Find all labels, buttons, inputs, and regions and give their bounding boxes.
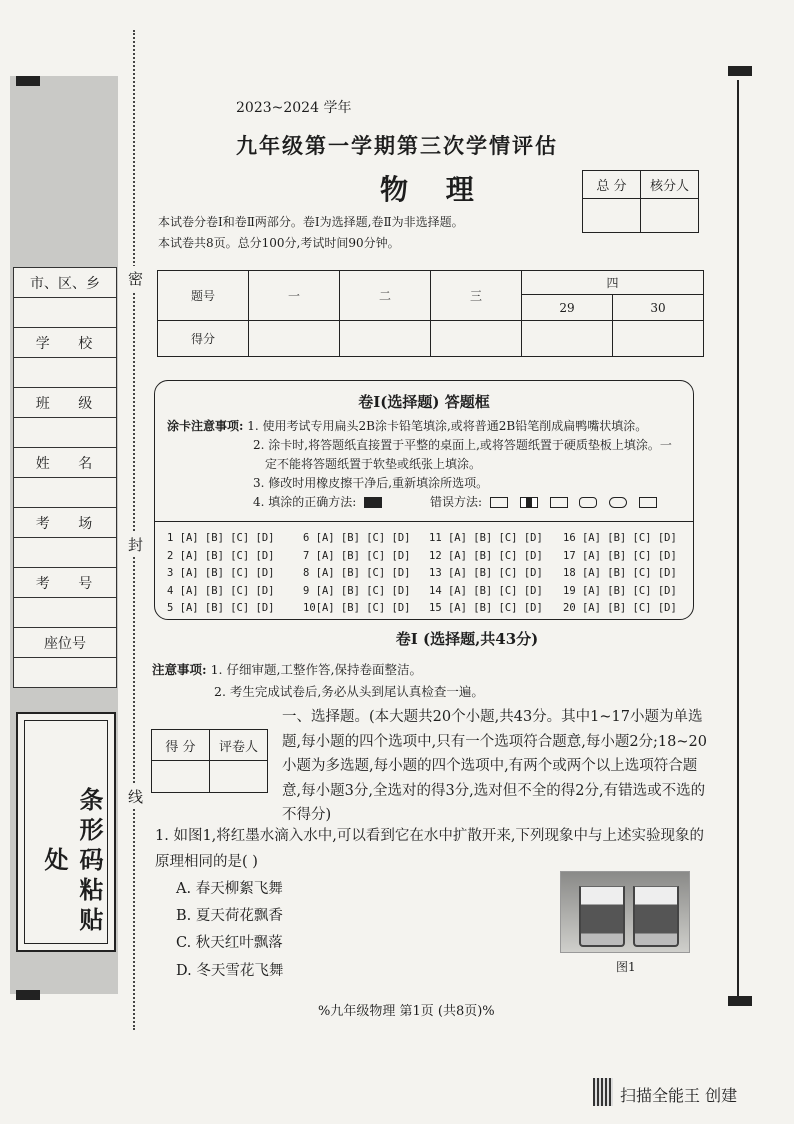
intro-line: 本试卷分卷Ⅰ和卷Ⅱ两部分。卷Ⅰ为选择题,卷Ⅱ为非选择题。 xyxy=(158,215,464,229)
checker-label: 核分人 xyxy=(641,171,699,199)
bubble-row[interactable]: 14 [A] [B] [C] [D] xyxy=(429,584,543,597)
field-school-input[interactable] xyxy=(14,358,117,388)
glass-icon xyxy=(633,886,679,947)
bubble-row[interactable]: 19 [A] [B] [C] [D] xyxy=(563,584,677,597)
field-exam-number-input[interactable] xyxy=(14,598,117,628)
bubble-row[interactable]: 1 [A] [B] [C] [D] xyxy=(167,532,275,544)
note-line: 3. 修改时用橡皮擦干净后,重新填涂所选项。 xyxy=(253,476,489,490)
bubble-row[interactable]: 3 [A] [B] [C] [D] xyxy=(167,567,275,579)
registration-mark xyxy=(16,990,40,1000)
row-label-score: 得分 xyxy=(158,321,249,357)
score-cell[interactable] xyxy=(522,321,613,357)
bubble-row[interactable]: 11 [A] [B] [C] [D] xyxy=(429,532,543,544)
intro-line: 本试卷共8页。总分100分,考试时间90分钟。 xyxy=(158,236,400,250)
field-seat: 座位号 xyxy=(14,628,117,658)
score-cell[interactable] xyxy=(249,321,340,357)
score-cell[interactable] xyxy=(340,321,431,357)
wrong-method-label: 错误方法: xyxy=(429,495,483,509)
checker-cell[interactable] xyxy=(641,199,699,233)
score-cell[interactable] xyxy=(613,321,704,357)
total-score-box xyxy=(582,170,699,233)
wrong-check-icon xyxy=(490,497,508,508)
field-region-input[interactable] xyxy=(14,298,117,328)
answer-card-notes xyxy=(167,417,672,512)
right-border-line xyxy=(737,80,739,1000)
bubble-row[interactable]: 6 [A] [B] [C] [D] xyxy=(303,532,411,544)
field-class: 班 级 xyxy=(14,388,117,418)
grade-table xyxy=(157,270,704,357)
grader-cell[interactable] xyxy=(210,761,268,793)
wrong-circle-icon xyxy=(609,497,627,508)
wrong-slash-icon xyxy=(639,497,657,508)
question-1: 1. 如图1,将红墨水滴入水中,可以看到它在水中扩散开来,下列现象中与上述实验现象的原理相同的是( ) xyxy=(155,828,704,870)
score-label: 得 分 xyxy=(152,730,210,761)
notes-head: 涂卡注意事项: xyxy=(167,419,244,433)
total-score-cell[interactable] xyxy=(583,199,641,233)
bubble-row[interactable]: 13 [A] [B] [C] [D] xyxy=(429,567,543,579)
seal-char-feng: 封 xyxy=(128,532,143,557)
figure-1-photo xyxy=(560,871,690,953)
bubble-row[interactable]: 15 [A] [B] [C] [D] xyxy=(429,602,543,614)
bubble-row[interactable]: 10[A] [B] [C] [D] xyxy=(303,602,411,614)
wrong-line-icon xyxy=(579,497,597,508)
col-three: 三 xyxy=(431,271,522,321)
field-name-input[interactable] xyxy=(14,478,117,508)
note-line: 定不能将答题纸置于软垫或纸张上填涂。 xyxy=(265,457,482,471)
seal-char-xian: 线 xyxy=(128,784,143,809)
option-d: D. 冬天雪花飞舞 xyxy=(176,963,284,979)
barcode-area xyxy=(16,712,116,952)
bubble-row[interactable]: 7 [A] [B] [C] [D] xyxy=(303,549,411,562)
section-heading: 卷Ⅰ (选择题,共43分) xyxy=(395,630,539,648)
wrong-cross-icon xyxy=(550,497,568,508)
section-score-table xyxy=(151,729,268,793)
scanner-logo-icon xyxy=(593,1078,613,1106)
bubble-row[interactable]: 16 [A] [B] [C] [D] xyxy=(563,532,677,544)
field-class-input[interactable] xyxy=(14,418,117,448)
scanner-watermark: 扫描全能王 创建 xyxy=(620,1086,738,1105)
registration-mark xyxy=(728,66,752,76)
correct-fill-icon xyxy=(364,497,382,508)
field-region: 市、区、乡 xyxy=(14,268,117,298)
field-school: 学 校 xyxy=(14,328,117,358)
barcode-label: 条形码粘贴处 xyxy=(40,787,104,937)
col-one: 一 xyxy=(249,271,340,321)
grader-label: 评卷人 xyxy=(210,730,268,761)
field-exam-room: 考 场 xyxy=(14,508,117,538)
school-year: 2023~2024 学年 xyxy=(236,100,352,116)
bubble-row[interactable]: 18 [A] [B] [C] [D] xyxy=(563,567,677,579)
attention-line: 2. 考生完成试卷后,务必从头到尾认真检查一遍。 xyxy=(214,684,484,699)
note-line: 1. 使用考试专用扁头2B涂卡铅笔填涂,或将普通2B铅笔削成扁鸭嘴状填涂。 xyxy=(247,419,648,433)
section-score-cell[interactable] xyxy=(152,761,210,793)
glass-icon xyxy=(579,886,625,947)
card-divider xyxy=(155,521,693,522)
bubble-row[interactable]: 5 [A] [B] [C] [D] xyxy=(167,602,275,614)
page-footer: %九年级物理 第1页 (共8页)% xyxy=(318,1004,495,1019)
col-two: 二 xyxy=(340,271,431,321)
field-name: 姓 名 xyxy=(14,448,117,478)
field-seat-input[interactable] xyxy=(14,658,117,688)
answer-card xyxy=(154,380,694,620)
wrong-dot-icon xyxy=(520,497,538,508)
attention-head: 注意事项: xyxy=(152,662,207,677)
exam-title: 九年级第一学期第三次学情评估 xyxy=(236,133,558,158)
option-b: B. 夏天荷花飘香 xyxy=(176,908,283,924)
bubble-row[interactable]: 4 [A] [B] [C] [D] xyxy=(167,584,275,597)
part1-instructions: 一、选择题。(本大题共20个小题,共43分。其中1~17小题为单选题,每小题的四个选项中,只有一个选项符合题意,每小题2分;18~20小题为多选题,每小题的四个选项中,有两个或两个以上选项符合题意,每小题3分,全选对的得3分,选对但不全的得2分,有错选或不选的不得分) xyxy=(282,709,707,823)
col-four: 四 xyxy=(522,271,704,295)
bubble-row[interactable]: 17 [A] [B] [C] [D] xyxy=(563,549,677,562)
figure-caption: 图1 xyxy=(616,960,636,974)
bubble-row[interactable]: 2 [A] [B] [C] [D] xyxy=(167,549,275,562)
total-score-label: 总 分 xyxy=(583,171,641,199)
subject-title: 物 理 xyxy=(380,173,488,206)
note-line: 2. 涂卡时,将答题纸直接置于平整的桌面上,或将答题纸置于硬质垫板上填涂。一 xyxy=(253,438,672,452)
registration-mark xyxy=(728,996,752,1006)
field-exam-number: 考 号 xyxy=(14,568,117,598)
score-cell[interactable] xyxy=(431,321,522,357)
bubble-row[interactable]: 20 [A] [B] [C] [D] xyxy=(563,602,677,614)
col-29: 29 xyxy=(522,295,613,321)
option-c: C. 秋天红叶飘落 xyxy=(176,935,283,951)
answer-card-title: 卷Ⅰ(选择题) 答题框 xyxy=(358,393,490,411)
attention-block xyxy=(152,659,484,703)
correct-method-label: 4. 填涂的正确方法: xyxy=(253,495,357,509)
attention-line: 1. 仔细审题,工整作答,保持卷面整洁。 xyxy=(210,662,422,677)
bubble-row[interactable]: 12 [A] [B] [C] [D] xyxy=(429,549,543,562)
student-info-table xyxy=(13,267,117,688)
bubble-row[interactable]: 8 [A] [B] [C] [D] xyxy=(303,567,411,579)
col-30: 30 xyxy=(613,295,704,321)
bubble-row[interactable]: 9 [A] [B] [C] [D] xyxy=(303,584,411,597)
seal-dotted-line xyxy=(133,30,135,1030)
seal-char-mi: 密 xyxy=(128,266,143,291)
registration-mark xyxy=(16,76,40,86)
field-exam-room-input[interactable] xyxy=(14,538,117,568)
option-a: A. 春天柳絮飞舞 xyxy=(176,881,283,897)
row-label-question: 题号 xyxy=(158,271,249,321)
